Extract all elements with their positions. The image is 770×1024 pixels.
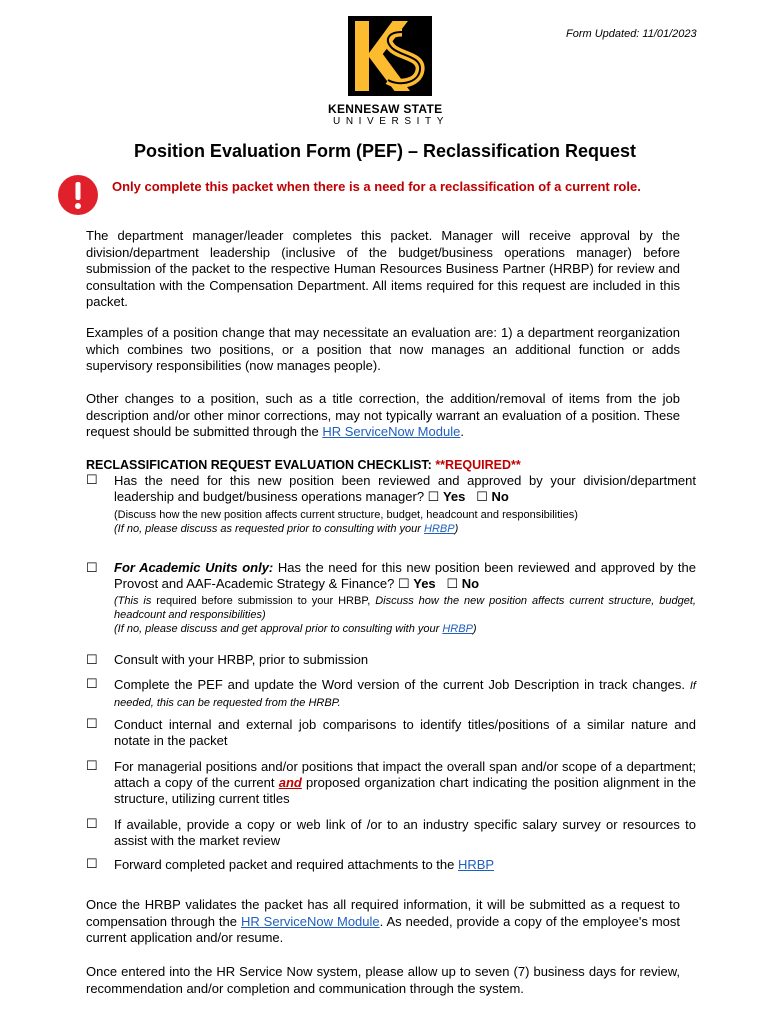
intro-paragraph: The department manager/leader completes this packet. Manager will receive approval by the division/department leadership (inclusive of the budget/business operations manager) before submission of the packet to the respective Human Resources Business Partner (HRBP) for review and consultation with the Compensation Department. All items required for this request are included in this packet. [86,228,680,309]
ks-monogram [348,16,432,96]
other-changes-paragraph: Other changes to a position, such as a title correction, the addition/removal of items from the job description and/or other minor corrections, may not typically warrant an evaluation of a position. These request should be submitted through the HR ServiceNow Module. [86,391,680,439]
logo-wordmark: KENNESAW STATE [328,102,443,116]
timeline-paragraph: Once entered into the HR Service Now system, please allow up to seven (7) business days for review, recommendation and/or completion and communication through the system. [86,964,680,996]
hrbp-link-1[interactable]: HRBP [424,523,455,535]
checkbox-yes-2[interactable]: ☐ [397,576,410,591]
checkbox-item-7[interactable]: ☐ [86,816,98,831]
examples-paragraph: Examples of a position change that may necessitate an evaluation are: 1) a department reorganization which combines two positions, or a position that now manages an additional function or adds supervisory responsibilities (now manages people). [86,325,680,373]
checklist-item-2: For Academic Units only: Has the need for this new position been reviewed and approved by the Provost and AAF-Academic Strategy & Finance? ☐ Yes ☐ No (This is required before submission to your HRBP, Discuss how the new position affects current structure, budget, headcount and responsibilities) (If no, please discuss and get approval prior to consulting with your HRBP) [114,560,696,635]
hr-servicenow-link[interactable]: HR ServiceNow Module [322,424,461,439]
checkbox-item-3[interactable]: ☐ [86,652,98,667]
warning-message: Only complete this packet when there is a need for a reclassification of a current role. [112,179,641,194]
checklist-item-6: For managerial positions and/or positions that impact the overall span and/or scope of a department; attach a copy of the current and proposed organization chart indicating the position alignment in the structure, utilizing current titles [114,759,696,806]
hrbp-link-3[interactable]: HRBP [457,857,495,872]
logo-subtitle: UNIVERSITY [333,116,450,127]
checklist-item-4: Complete the PEF and update the Word version of the current Job Description in track changes. If needed, this can be requested from the HRBP. [114,677,696,709]
required-label: **REQUIRED** [435,458,521,472]
checklist-item-7: If available, provide a copy or web link of /or to an industry specific salary survey or resources to assist with the market review [114,817,696,848]
page-title: Position Evaluation Form (PEF) – Reclassification Request [133,141,637,161]
checkbox-item-6[interactable]: ☐ [86,758,98,773]
checkbox-yes-1[interactable]: ☐ [427,489,440,504]
hr-servicenow-link-2[interactable]: HR ServiceNow Module [240,913,380,929]
checkbox-item-8[interactable]: ☐ [86,856,98,871]
checkbox-no-2[interactable]: ☐ [446,576,459,591]
checklist-item-3: Consult with your HRBP, prior to submission [114,652,369,667]
form-updated-date: Form Updated: 11/01/2023 [566,28,697,40]
validation-paragraph: Once the HRBP validates the packet has all required information, it will be submitted as a request to compensation through the HR ServiceNow Module. As needed, provide a copy of the employee's most current application and/or resume. [86,897,680,945]
checklist-item-8: Forward completed packet and required attachments to the HRBP [114,857,495,872]
checklist-item-5: Conduct internal and external job comparisons to identify titles/positions of a similar nature and notate in the packet [114,717,696,748]
checkbox-no-1[interactable]: ☐ [476,489,488,504]
checklist-item-1: Has the need for this new position been reviewed and approved by your division/department leadership and budget/business operations manager? ☐ Yes ☐ No (Discuss how the new position affects current structure, budget, headcount and responsibilities) (If no, please discuss as requested prior to consulting with your HRBP) [114,473,696,535]
checkbox-item-4[interactable]: ☐ [86,676,98,691]
checkbox-item-1[interactable]: ☐ [86,472,98,487]
alert-icon [56,173,100,217]
checklist-heading: RECLASSIFICATION REQUEST EVALUATION CHECKLIST: **REQUIRED** [86,458,521,472]
checkbox-item-2[interactable]: ☐ [86,560,98,575]
hrbp-link-2[interactable]: HRBP [442,623,473,635]
checkbox-item-5[interactable]: ☐ [86,716,98,731]
